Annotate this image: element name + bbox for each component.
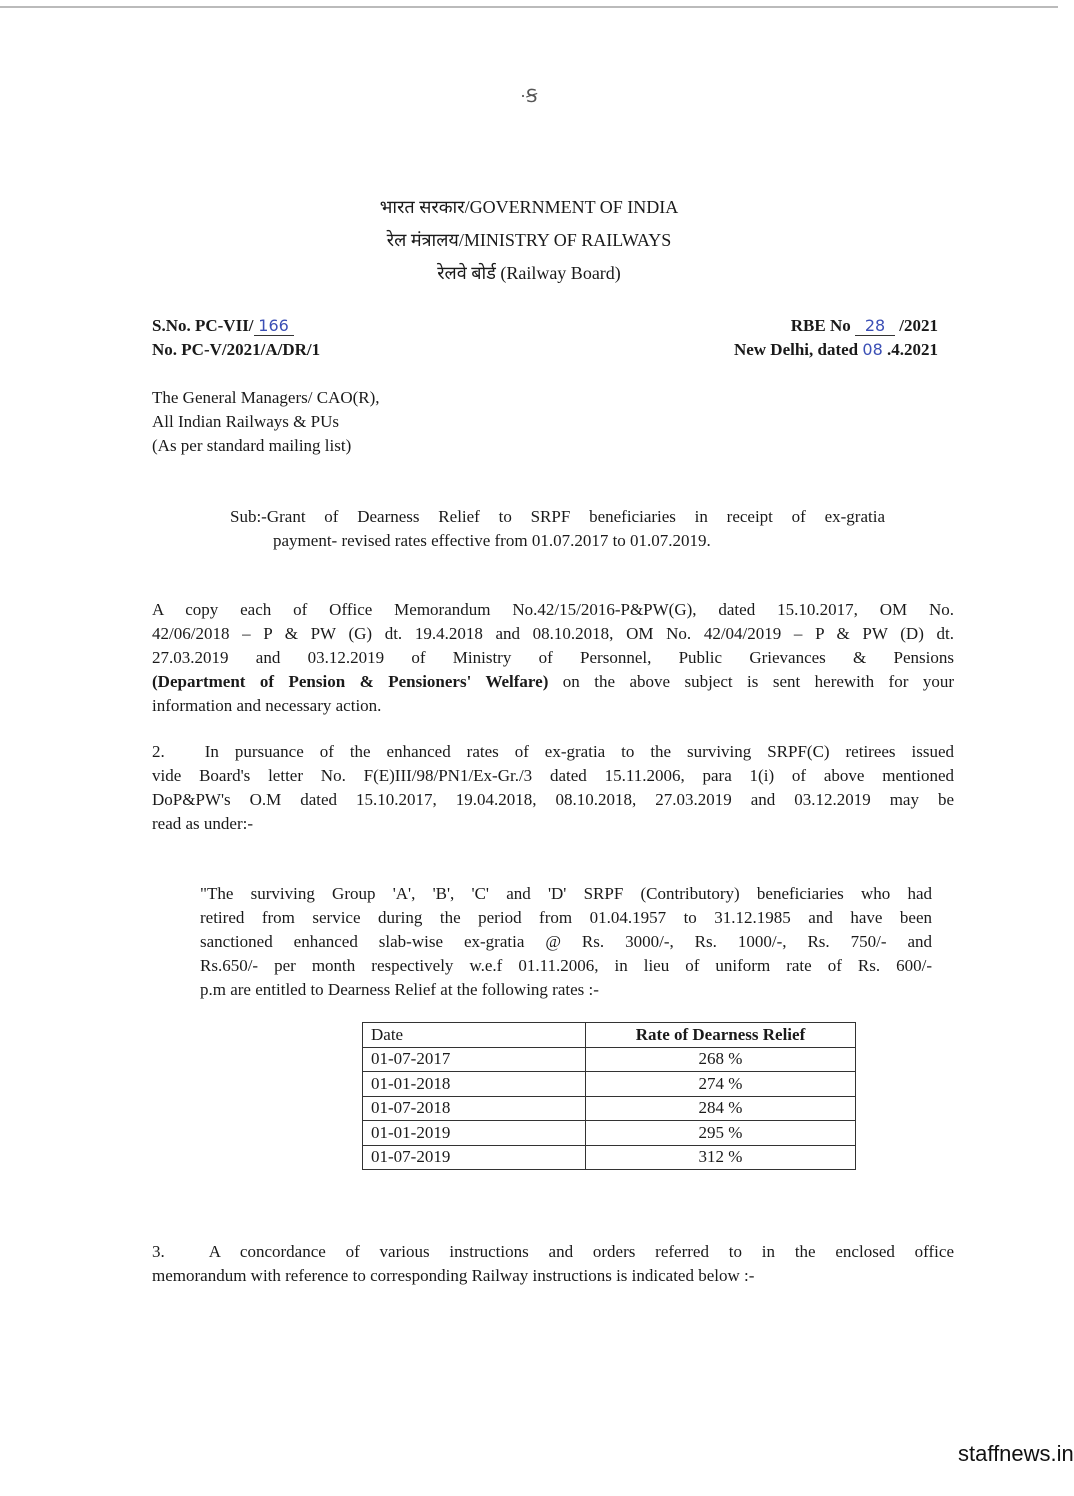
header-ministry: रेल मंत्रालय/MINISTRY OF RAILWAYS [386, 230, 672, 250]
subject: Sub:-Grant of Dearness Relief to SRPF beneficiaries in receipt of ex-gratia payment- revised rates effective from 01.07.2017 to 01.07.2019. [230, 507, 885, 550]
serial-number-handwritten: 166 [254, 316, 294, 336]
rbe-number: RBE No 28 /2021 [790, 316, 938, 335]
header-board: रेलवे बोर्ड (Railway Board) [437, 263, 621, 283]
header-government: भारत सरकार/GOVERNMENT OF INDIA [379, 197, 679, 217]
paragraph-3: 3. A concordance of various instructions and orders referred to in the enclosed office memorandum with reference to corresponding Railway instructions is indicated below :- [152, 1242, 954, 1285]
table-header: Date Rate of Dearness Relief [363, 1023, 856, 1048]
dated: New Delhi, dated 08 .4.2021 [733, 340, 938, 359]
table-row: 01-07-2018 284 % [363, 1096, 856, 1121]
table-row: 01-01-2018 274 % [363, 1072, 856, 1097]
dearness-relief-table [362, 1022, 856, 1170]
file-number: No. PC-V/2021/A/DR/1 [152, 340, 321, 359]
serial-number: S.No. PC-VII/ 166 [152, 316, 294, 336]
paragraph-1: A copy each of Office Memorandum No.42/15/2016-P&PW(G), dated 15.10.2017, OM No. 42/06/2018 – P & PW (G) dt. 19.4.2018 and 08.10.2018, OM No. 42/04/2019 – P & PW (D) dt. 27.03.2019 and 03.12.2019 of Ministry of Personnel, Public Grievances & Pensions (Department of Pension & Pensioners' Welfare) on the above subject is sent herewith for your information and necessary action. [152, 600, 954, 715]
scan-edge [0, 6, 1058, 8]
table-row: 01-01-2019 295 % [363, 1121, 856, 1146]
quoted-text: "The surviving Group 'A', 'B', 'C' and 'D' SRPF (Contributory) beneficiaries who had retired from service during the period from 01.04.1957 to 31.12.1985 and have been sanctioned enhanced slab-wise ex-gratia @ Rs. 3000/-, Rs. 1000/-, Rs. 750/- and Rs.650/- per month respectively w.e.f 01.11.2006, in lieu of uniform rate of Rs. 600/- p.m are entitled to Dearness Relief at the following rates :- [200, 884, 932, 999]
table-row: 01-07-2017 268 % [363, 1047, 856, 1072]
paragraph-2: 2. In pursuance of the enhanced rates of ex-gratia to the surviving SRPF(C) retirees issued vide Board's letter No. F(E)III/98/PN1/Ex-Gr./3 dated 15.11.2006, para 1(i) of above mentioned DoP&PW's O.M dated 15.10.2017, 19.04.2018, 08.10.2018, 27.03.2019 and 03.12.2019 may be read as under:- [152, 742, 954, 833]
watermark-site: staffnews.in [958, 1441, 1074, 1466]
table-row: 01-07-2019 312 % [363, 1145, 856, 1170]
address-block: The General Managers/ CAO(R), All Indian Railways & PUs (As per standard mailing list) [152, 388, 380, 455]
page-mark: ·Ꞩ [520, 86, 538, 106]
